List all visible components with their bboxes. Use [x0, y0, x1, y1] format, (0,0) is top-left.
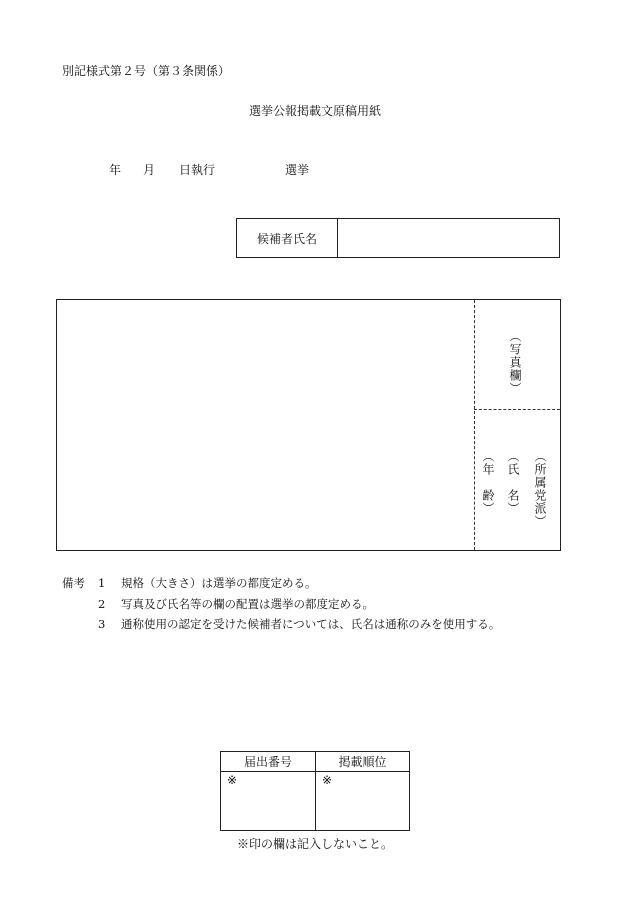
note-number: 2 — [98, 597, 106, 611]
date-month-label: 月 — [143, 163, 156, 177]
document-title: 選挙公報掲載文原稿用紙 — [248, 104, 381, 118]
candidate-name-label: 候補者氏名 — [237, 219, 338, 257]
candidate-name-field[interactable] — [338, 219, 559, 257]
date-year-label: 年 — [109, 163, 122, 177]
photo-section-divider — [474, 409, 560, 410]
office-table-divider — [315, 772, 316, 830]
placement-order-mark: ※ — [322, 773, 333, 787]
candidate-name-table — [236, 218, 560, 258]
note-text: 通称使用の認定を受けた候補者については、氏名は通称のみを使用する。 — [121, 617, 501, 631]
date-day-exec-label: 日執行 — [179, 163, 216, 177]
office-use-table — [220, 751, 410, 831]
note-number: 1 — [98, 576, 106, 590]
form-reference: 別記様式第２号（第３条関係） — [62, 64, 231, 78]
side-column-divider — [474, 300, 475, 550]
photo-field-label: （写真欄） — [508, 330, 522, 395]
filing-number-header: 届出番号 — [221, 752, 316, 772]
manuscript-box — [56, 299, 561, 551]
party-field-label: （所属党派） — [533, 450, 547, 528]
note-text: 写真及び氏名等の欄の配置は選挙の都度定める。 — [121, 597, 374, 611]
filing-number-mark: ※ — [227, 773, 238, 787]
placement-order-header: 掲載順位 — [316, 752, 409, 772]
note-text: 規格（大きさ）は選挙の都度定める。 — [121, 576, 317, 590]
age-field-label: （年 齢） — [481, 450, 495, 515]
note-number: 3 — [98, 617, 106, 631]
notes-heading: 備考 — [62, 576, 85, 590]
name-field-label: （氏 名） — [506, 450, 520, 515]
footer-note: ※印の欄は記入しないこと。 — [236, 837, 393, 851]
manuscript-text-area[interactable] — [57, 300, 473, 550]
election-label: 選挙 — [285, 163, 310, 177]
